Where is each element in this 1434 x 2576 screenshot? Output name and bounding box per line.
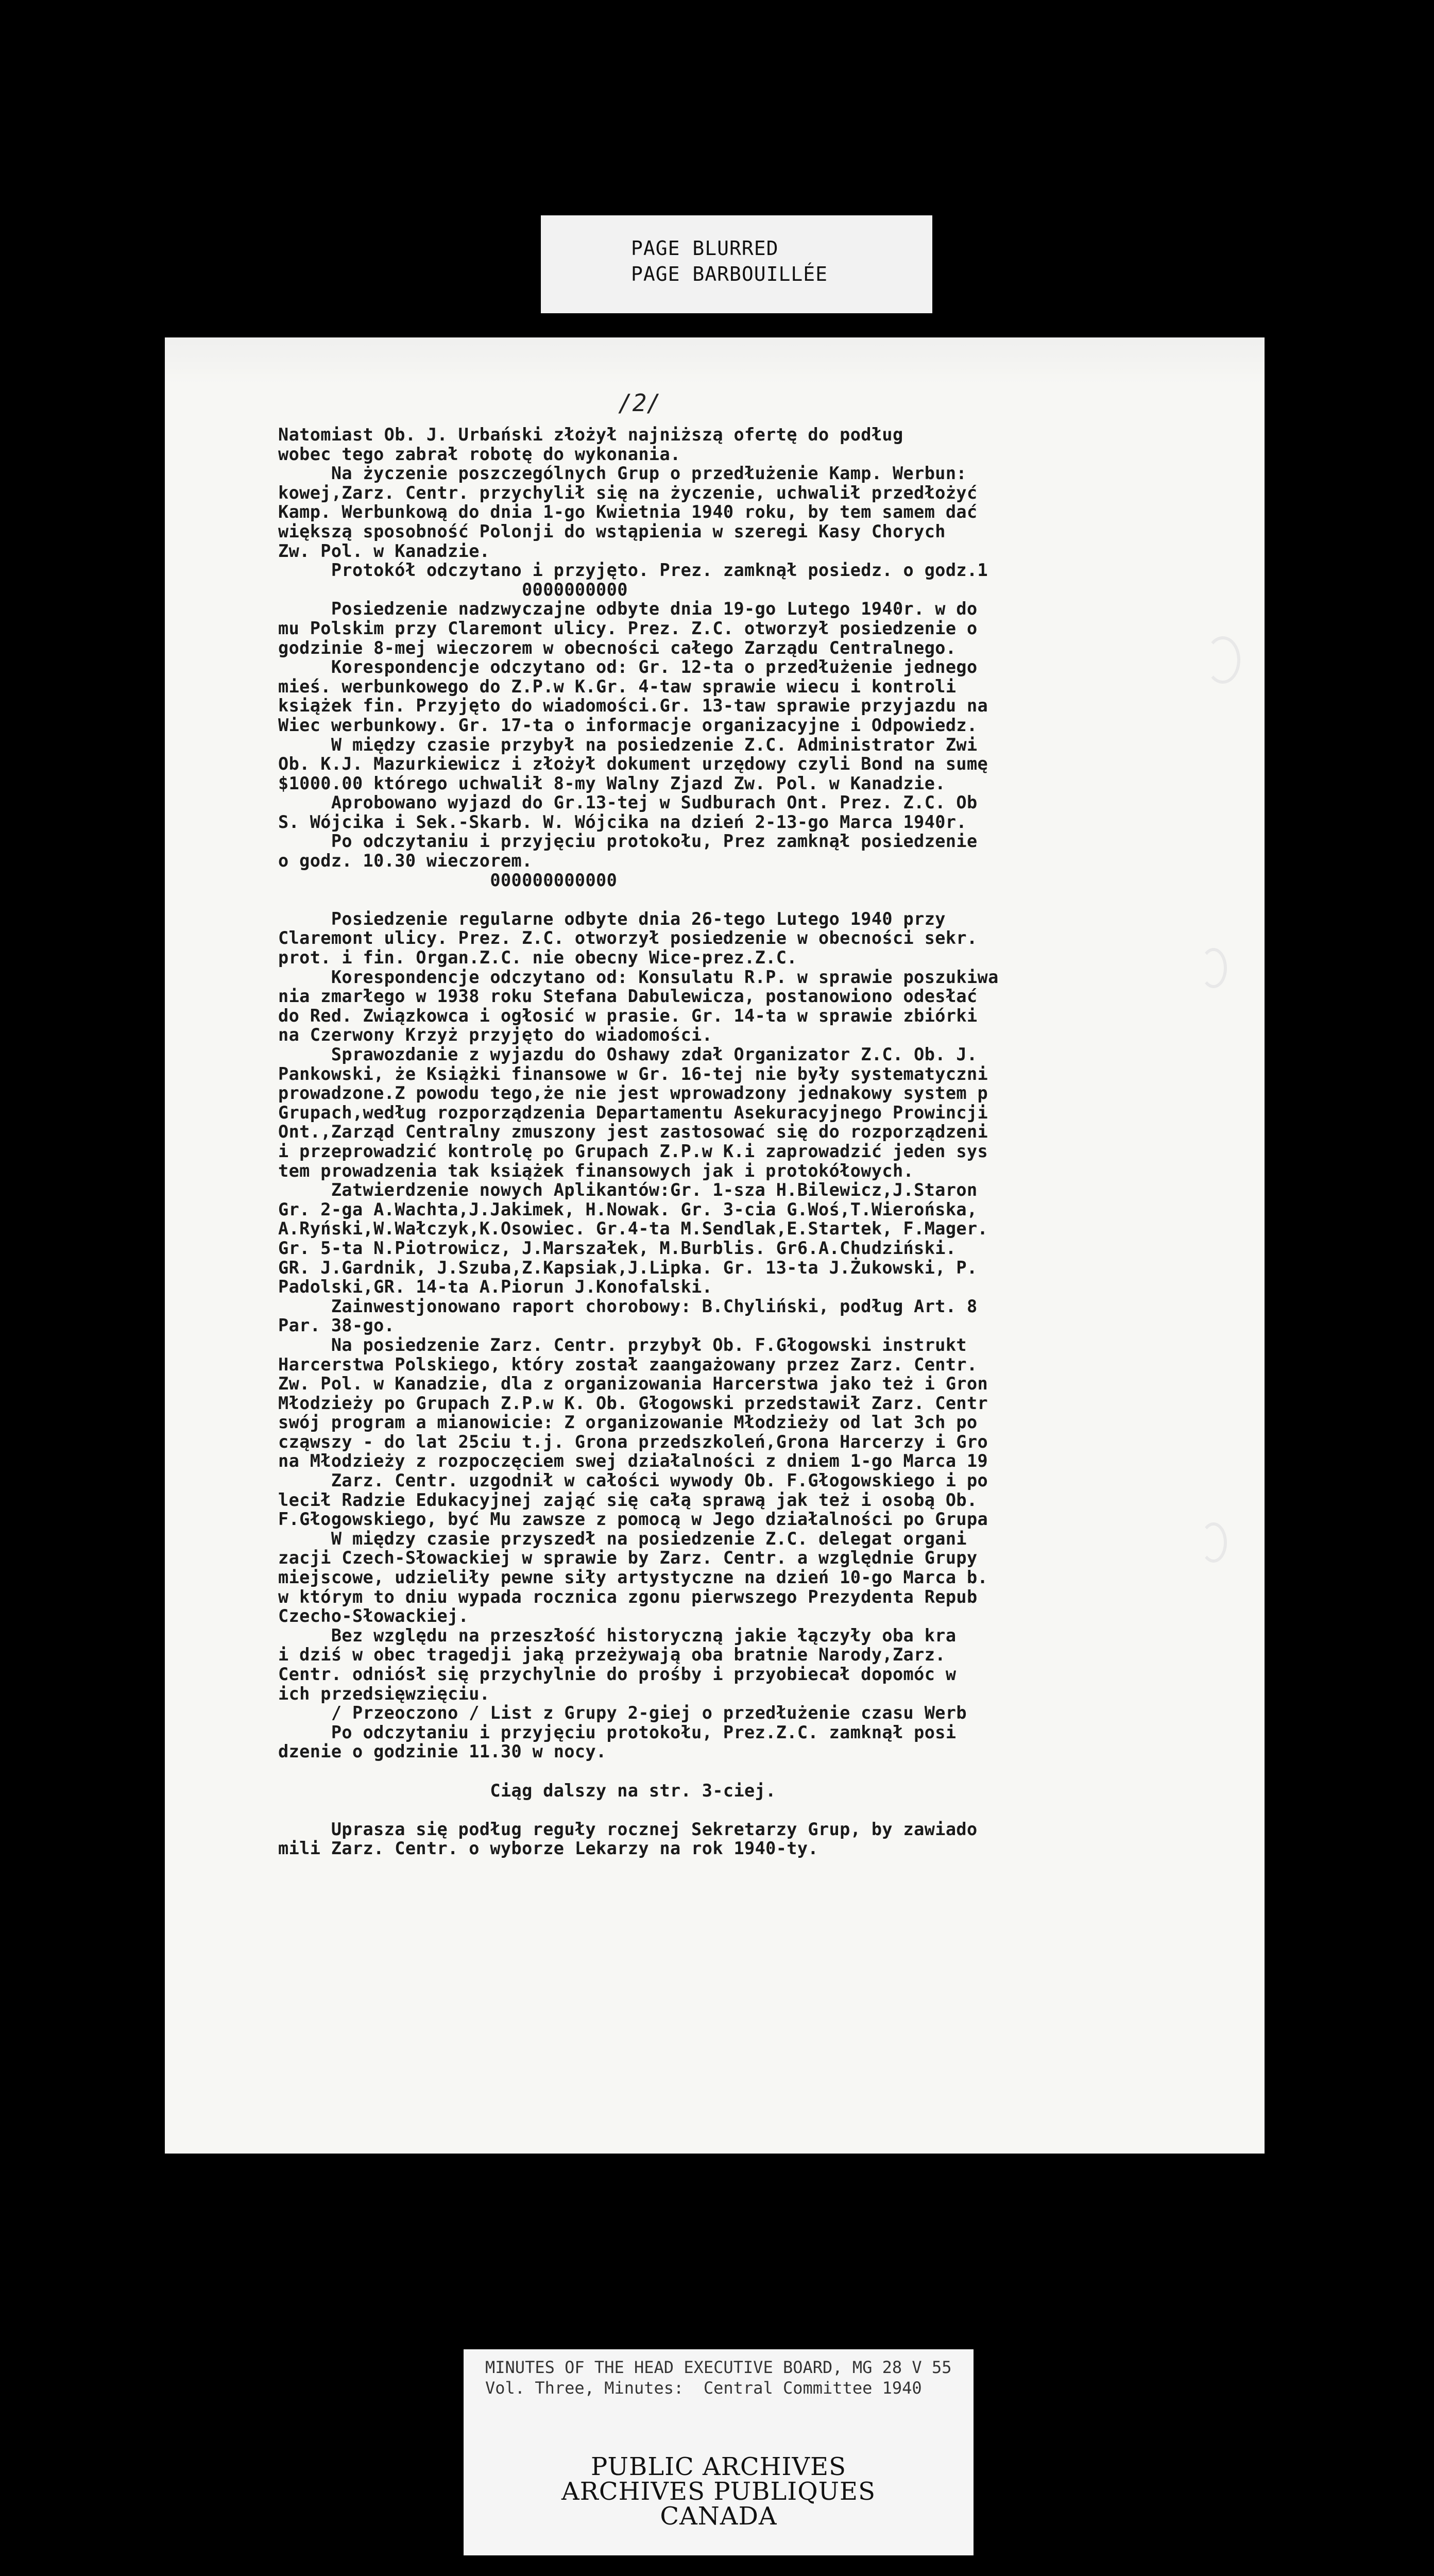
page-blurred-fr: PAGE BARBOUILLÉE	[631, 263, 828, 285]
text-line	[278, 890, 1257, 909]
text-line: mu Polskim przy Claremont ulicy. Prez. Z.C. otworzył posiedzenie o	[278, 618, 978, 638]
text-line: Aprobowano wyjazd do Gr.13-tej w Sudburach Ont. Prez. Z.C. Ob	[278, 792, 978, 813]
text-line: Centr. odniósł się przychylnie do prośby i przyobiecał dopomóc w	[278, 1664, 957, 1684]
text-line: Na życzenie poszczególnych Grup o przedłużenie Kamp. Werbun:	[278, 463, 967, 484]
text-line: Czecho-Słowackiej.	[278, 1606, 469, 1626]
document-page	[165, 337, 1265, 2154]
volume-reference: Vol. Three, Minutes: Central Committee 1940	[485, 2378, 922, 2398]
text-line: większą sposobność Polonji do wstąpienia w szeregi Kasy Chorych	[278, 521, 946, 541]
text-line: Po odczytaniu i przyjęciu protokołu, Prez.Z.C. zamknął posi	[278, 1722, 957, 1742]
text-line: mili Zarz. Centr. o wyborze Lekarzy na rok 1940-ty.	[278, 1838, 819, 1859]
text-line	[278, 1800, 1257, 1820]
text-line: Zarz. Centr. uzgodnił w całości wywody Ob. F.Głogowskiego i po	[278, 1470, 988, 1491]
text-line: nia zmarłego w 1938 roku Stefana Dabulewicza, postanowiono odesłać	[278, 986, 978, 1007]
text-line: Pankowski, że Książki finansowe w Gr. 16-tej nie były systematyczni	[278, 1063, 988, 1084]
text-line: / Przeoczono / List z Grupy 2-giej o przedłużenie czasu Werb	[278, 1703, 967, 1723]
text-line: Wiec werbunkowy. Gr. 17-ta o informacje organizacyjne i Odpowiedz.	[278, 715, 978, 735]
text-line: cząwszy - do lat 25ciu t.j. Grona przedszkoleń,Grona Harcerzy i Gro	[278, 1431, 988, 1452]
text-line: dzenie o godzinie 11.30 w nocy.	[278, 1741, 607, 1762]
text-line: W między czasie przyszedł na posiedzenie Z.C. delegat organi	[278, 1528, 967, 1549]
minutes-text	[278, 425, 1257, 1858]
page-number: /2/	[618, 389, 661, 417]
text-line: Młodzieży po Grupach Z.P.w K. Ob. Głogowski przedstawił Zarz. Centr	[278, 1393, 988, 1413]
text-line: Gr. 2-ga A.Wachta,J.Jakimek, H.Nowak. Gr. 3-cia G.Woś,T.Wierońska,	[278, 1199, 978, 1219]
text-line: Sprawozdanie z wyjazdu do Oshawy zdał Organizator Z.C. Ob. J.	[278, 1044, 978, 1064]
text-line: ich przedsięwzięciu.	[278, 1683, 490, 1704]
punch-hole-mark	[1200, 1522, 1227, 1563]
text-line: $1000.00 którego uchwalił 8-my Walny Zjazd Zw. Pol. w Kanadzie.	[278, 773, 946, 793]
punch-hole-mark	[1200, 948, 1227, 988]
text-line: godzinie 8-mej wieczorem w obecności całego Zarządu Centralnego.	[278, 637, 957, 658]
text-line: A.Ryński,W.Wałczyk,K.Osowiec. Gr.4-ta M.Sendlak,E.Startek, F.Mager.	[278, 1218, 988, 1239]
archive-country: CANADA	[660, 2502, 777, 2531]
text-line: zacji Czech-Słowackiej w sprawie by Zarz. Centr. a względnie Grupy	[278, 1548, 978, 1568]
text-line: i dziś w obec tragedji jaką przeżywają oba bratnie Narody,Zarz.	[278, 1645, 946, 1665]
text-line: Korespondencje odczytano od: Gr. 12-ta o przedłużenie jednego	[278, 657, 978, 677]
bleed-through-shadow	[165, 337, 1265, 384]
text-line: książek fin. Przyjęto do wiadomości.Gr. 13-taw sprawie przyjazdu na	[278, 696, 988, 716]
text-line: tem prowadzenia tak książek finansowych jak i protokółowych.	[278, 1160, 914, 1181]
page-blurred-en: PAGE BLURRED	[631, 237, 779, 260]
text-line: S. Wójcika i Sek.-Skarb. W. Wójcika na dzień 2-13-go Marca 1940r.	[278, 811, 967, 832]
text-line: Bez względu na przeszłość historyczną jakie łączyły oba kra	[278, 1625, 957, 1646]
text-line: Ob. K.J. Mazurkiewicz i złożył dokument urzędowy czyli Bond na sumę	[278, 754, 988, 774]
text-line: Ciąg dalszy na str. 3-ciej.	[278, 1780, 776, 1801]
text-line: Padolski,GR. 14-ta A.Piorun J.Konofalski.	[278, 1277, 713, 1297]
text-line: Claremont ulicy. Prez. Z.C. otworzył posiedzenie w obecności sekr.	[278, 928, 978, 948]
text-line: i przeprowadzić kontrolę po Grupach Z.P.w K.i zaprowadzić jeden sys	[278, 1141, 988, 1161]
text-line: Zw. Pol. w Kanadzie, dla z organizowania Harcerstwa jako też i Gron	[278, 1374, 988, 1394]
text-line: W między czasie przybył na posiedzenie Z.C. Administrator Zwi	[278, 734, 978, 755]
text-line: kowej,Zarz. Centr. przychylił się na życzenie, uchwalił przedłożyć	[278, 482, 978, 503]
text-line: 000000000000	[278, 870, 618, 890]
text-line: do Red. Związkowca i ogłosić w prasie. Gr. 14-ta w sprawie zbiórki	[278, 1005, 978, 1026]
text-line: Posiedzenie nadzwyczajne odbyte dnia 19-go Lutego 1940r. w do	[278, 599, 978, 619]
punch-hole-mark	[1205, 636, 1240, 684]
text-line: Zw. Pol. w Kanadzie.	[278, 540, 490, 561]
text-line: GR. J.Gardnik, J.Szuba,Z.Kapsiak,J.Lipka. Gr. 13-ta J.Żukowski, P.	[278, 1257, 978, 1278]
archive-name-fr: ARCHIVES PUBLIQUES	[561, 2477, 876, 2506]
text-line: na Młodzieży z rozpoczęciem swej działalności z dniem 1-go Marca 19	[278, 1451, 988, 1471]
archive-name-en: PUBLIC ARCHIVES	[591, 2452, 846, 2481]
text-line: na Czerwony Krzyż przyjęto do wiadomości.	[278, 1025, 713, 1045]
text-line: Gr. 5-ta N.Piotrowicz, J.Marszałek, M.Burblis. Gr6.A.Chudziński.	[278, 1238, 957, 1258]
text-line: Natomiast Ob. J. Urbański złożył najniższą ofertę do podług	[278, 425, 903, 445]
text-line: Grupach,według rozporządzenia Departamentu Asekuracyjnego Prowincji	[278, 1102, 988, 1123]
text-line: Zatwierdzenie nowych Aplikantów:Gr. 1-sza H.Bilewicz,J.Staron	[278, 1180, 978, 1200]
text-line: 0000000000	[278, 579, 628, 600]
text-line: Par. 38-go.	[278, 1315, 395, 1336]
text-line: Po odczytaniu i przyjęciu protokołu, Prez zamknął posiedzenie	[278, 831, 978, 852]
text-line: wobec tego zabrał robotę do wykonania.	[278, 444, 681, 464]
page-blurred-label	[541, 215, 932, 313]
text-line: Protokół odczytano i przyjęto. Prez. zamknął posiedz. o godz.1	[278, 560, 988, 581]
minutes-reference: MINUTES OF THE HEAD EXECUTIVE BOARD, MG 28 V 55	[485, 2358, 952, 2377]
text-line: Korespondencje odczytano od: Konsulatu R.P. w sprawie poszukiwa	[278, 967, 999, 987]
text-line: Posiedzenie regularne odbyte dnia 26-tego Lutego 1940 przy	[278, 908, 946, 929]
text-line: F.Głogowskiego, być Mu zawsze z pomocą w Jego działalności po Grupa	[278, 1509, 988, 1530]
text-line	[278, 1761, 1257, 1781]
text-line: Harcerstwa Polskiego, który został zaangażowany przez Zarz. Centr.	[278, 1354, 978, 1375]
text-line: miejscowe, udzieliły pewne siły artystyczne na dzień 10-go Marca b.	[278, 1567, 988, 1588]
text-line: Ont.,Zarząd Centralny zmuszony jest zastosować się do rozporządzeni	[278, 1122, 988, 1142]
text-line: prowadzone.Z powodu tego,że nie jest wprowadzony jednakowy system p	[278, 1083, 988, 1104]
text-line: Na posiedzenie Zarz. Centr. przybył Ob. F.Głogowski instrukt	[278, 1334, 967, 1355]
text-line: w którym to dniu wypada rocznica zgonu pierwszego Prezydenta Repub	[278, 1586, 978, 1607]
text-line: lecił Radzie Edukacyjnej zająć się całą sprawą jak też i osobą Ob.	[278, 1489, 978, 1510]
text-line: Zainwestjonowano raport chorobowy: B.Chyliński, podług Art. 8	[278, 1296, 978, 1316]
text-line: mieś. werbunkowego do Z.P.w K.Gr. 4-taw sprawie wiecu i kontroli	[278, 676, 957, 697]
archive-label	[464, 2349, 974, 2555]
text-line: Kamp. Werbunkową do dnia 1-go Kwietnia 1940 roku, by tem samem dać	[278, 502, 978, 522]
text-line: Upraszа się podług reguły rocznej Sekretarzy Grup, by zawiado	[278, 1819, 978, 1839]
text-line: prot. i fin. Organ.Z.C. nie obecny Wice-prez.Z.C.	[278, 947, 797, 968]
text-line: o godz. 10.30 wieczorem.	[278, 851, 533, 871]
text-line: swój program a mianowicie: Z organizowanie Młodzieży od lat 3ch po	[278, 1412, 978, 1433]
